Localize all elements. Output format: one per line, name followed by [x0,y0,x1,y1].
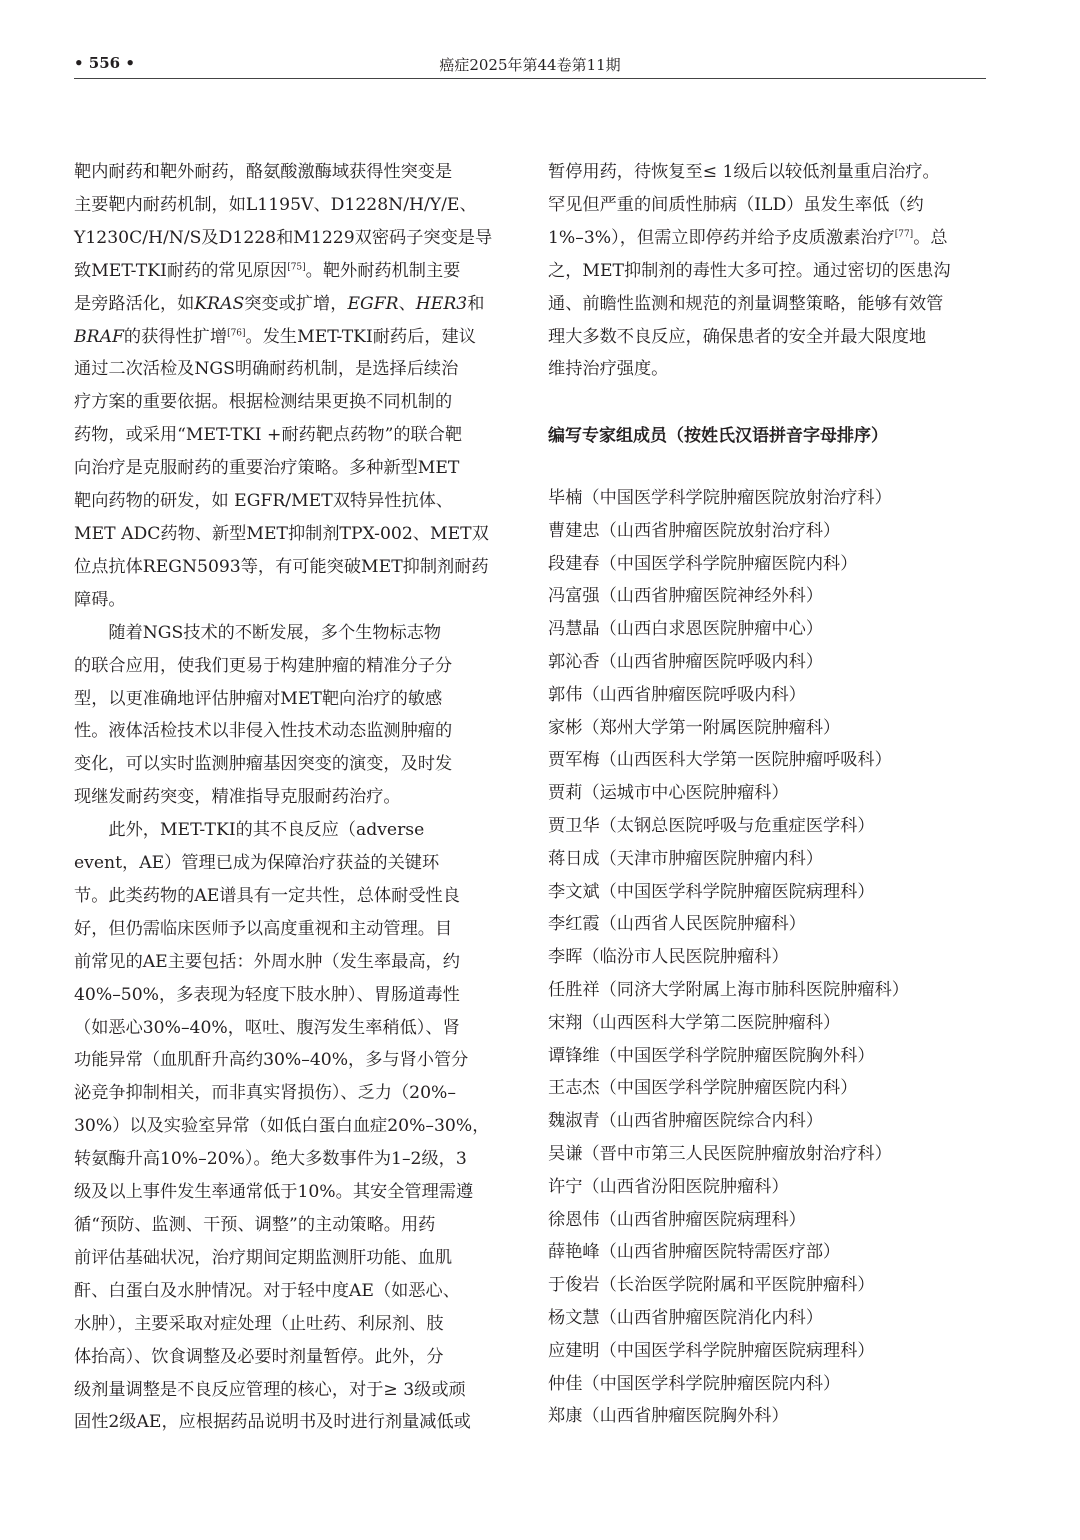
text-span: 的获得性扩增 [123,326,228,347]
list-item: 曹建忠（山西省肿瘤医院放射治疗科） [548,520,841,541]
text-line: 主要靶内耐药机制，如L1195V、D1228N/H/Y/E、 [74,194,477,215]
text-line: 随着NGS技术的不断发展，多个生物标志物 [108,622,442,643]
text-line: Y1230C/H/N/S及D1228和M1229双密码子突变是导 [74,227,493,248]
text-line: 30%）以及实验室异常（如低白蛋白血症20%–30%， [74,1116,490,1137]
list-item: 杨文慧（山西省肿瘤医院消化内科） [548,1307,824,1328]
text-line: 此外，MET-TKI的其不良反应（adverse [108,820,425,841]
paragraph-adverse-events [74,814,512,1439]
list-item: 段建春（中国医学科学院肿瘤医院内科） [548,553,858,574]
list-item: 王志杰（中国医学科学院肿瘤医院内科） [548,1078,858,1099]
text-line: 之，MET抑制剂的毒性大多可控。通过密切的医患沟 [548,260,951,281]
text-line: 泌竞争抑制相关，而非真实肾损伤）、乏力（20%– [74,1083,456,1104]
text-line: 理大多数不良反应，确保患者的安全并最大限度地 [548,326,927,347]
text-line: 功能异常（血肌酐升高约30%–40%，多与肾小管分 [74,1050,469,1071]
text-line: 级及以上事件发生率通常低于10%。其安全管理需遵 [74,1182,474,1203]
list-item: 许宁（山西省汾阳医院肿瘤科） [548,1176,789,1197]
text-line: 转氨酶升高10%–20%）。绝大多数事件为1–2级，3 [74,1149,467,1170]
list-item: 李晖（临汾市人民医院肿瘤科） [548,947,789,968]
text-line: MET ADC药物、新型MET抑制剂TPX-002、MET双 [74,523,489,544]
text-line: 暂停用药，待恢复至≤ 1级后以较低剂量重启治疗。 [548,162,940,182]
list-item: 贾卫华（太钢总医院呼吸与危重症医学科） [548,815,875,836]
text-line: 变化，可以实时监测肿瘤基因突变的演变，及时发 [74,754,453,775]
text-line [548,222,986,255]
text-line: 现继发耐药突变，精准指导克服耐药治疗。 [74,787,401,808]
list-item: 李红霞（山西省人民医院肿瘤科） [548,914,806,935]
text-line: （如恶心30%–40%，呕吐、腹泻发生率稍低）、肾 [74,1017,460,1038]
page-number: • 556 • [74,54,135,72]
text-line: 前常见的AE主要包括：外周水肿（发生率最高，约 [74,951,460,972]
text-span: 是旁路活化，如 [74,293,195,314]
text-line: 靶向药物的研发，如 EGFR/MET双特异性抗体、 [74,491,454,512]
list-item: 家彬（郑州大学第一附属医院肿瘤科） [548,717,841,738]
list-item: 郑康（山西省肿瘤医院胸外科） [548,1406,789,1427]
list-item: 谭锋维（中国医学科学院肿瘤医院胸外科） [548,1045,875,1066]
list-item: 魏淑青（山西省肿瘤医院综合内科） [548,1111,824,1132]
left-column [74,156,512,1439]
list-item: 吴谦（晋中市第三人民医院肿瘤放射治疗科） [548,1143,892,1164]
journal-title: 癌症2025年第44卷第11期 [439,56,621,74]
expert-group-heading: 编写专家组成员（按姓氏汉语拼音字母排序） [548,426,888,446]
text-line: 好，但仍需临床医师予以高度重视和主动管理。目 [74,918,453,939]
text-line: 通、前瞻性监测和规范的剂量调整策略，能够有效管 [548,293,944,314]
text-line: 药物，或采用“MET-TKI +耐药靶点药物”的联合靶 [74,425,463,446]
gene-name: BRAF [74,326,124,347]
expert-list [548,482,986,1433]
gene-name: EGFR [347,293,399,314]
text-line: 的联合应用，使我们更易于构建肿瘤的精准分子分 [74,655,453,676]
text-line: 节。此类药物的AE谱具有一定共性，总体耐受性良 [74,885,460,906]
text-line: 障碍。 [74,589,126,610]
text-line: 酐、白蛋白及水肿情况。对于轻中度AE（如恶心、 [74,1280,460,1301]
text-span: 突变或扩增， [244,293,348,314]
text-span: 。发生MET-TKI耐药后，建议 [245,326,476,347]
text-line: 位点抗体REGN5093等，有可能突破MET抑制剂耐药 [74,556,489,577]
paragraph-resistance [74,156,512,617]
text-line: 体抬高）、饮食调整及必要时剂量暂停。此外，分 [74,1346,444,1367]
text-span: 1%–3%），但需立即停药并给予皮质激素治疗 [548,227,895,248]
text-line: 固性2级AE，应根据药品说明书及时进行剂量减低或 [74,1412,471,1433]
list-item: 薛艳峰（山西省肿瘤医院特需医疗部） [548,1242,841,1263]
list-item: 冯慧晶（山西白求恩医院肿瘤中心） [548,619,824,640]
text-line: 罕见但严重的间质性肺病（ILD）虽发生率低（约 [548,194,924,215]
list-item: 宋翔（山西医科大学第二医院肿瘤科） [548,1012,841,1033]
gene-name: HER3 [415,293,468,314]
list-item: 贾莉（运城市中心医院肿瘤科） [548,783,789,804]
header-rule [74,78,986,79]
citation-ref[interactable]: [76] [227,327,246,338]
running-header [74,52,986,78]
citation-ref[interactable]: [75] [287,261,306,272]
text-line [74,321,512,354]
list-item: 蒋日成（天津市肿瘤医院肿瘤内科） [548,848,824,869]
text-line: 40%–50%，多表现为轻度下肢水肿）、胃肠道毒性 [74,984,460,1005]
text-line: event，AE）管理已成为保障治疗获益的关键环 [74,853,440,874]
gene-name: KRAS [194,293,245,314]
text-line: 通过二次活检及NGS明确耐药机制，是选择后续治 [74,359,459,380]
text-line: 级剂量调整是不良反应管理的核心，对于≥ 3级或顽 [74,1379,466,1400]
list-item: 徐恩伟（山西省肿瘤医院病理科） [548,1209,806,1230]
text-line: 向治疗是克服耐药的重要治疗策略。多种新型MET [74,458,460,479]
paragraph-ae-continued [548,156,986,386]
text-line: 循“预防、监测、干预、调整”的主动策略。用药 [74,1215,436,1235]
text-line: 靶内耐药和靶外耐药，酪氨酸激酶域获得性突变是 [74,162,453,182]
text-line: 型，以更准确地评估肿瘤对MET靶向治疗的敏感 [74,688,443,709]
list-item: 李文斌（中国医学科学院肿瘤医院病理科） [548,881,875,902]
text-line: 水肿），主要采取对症处理（止吐药、利尿剂、肢 [74,1313,444,1334]
list-item: 郭沁香（山西省肿瘤医院呼吸内科） [548,651,824,672]
paragraph-ngs [74,617,512,814]
list-item: 任胜祥（同济大学附属上海市肺科医院肿瘤科） [548,979,909,1000]
citation-ref[interactable]: [77] [894,229,914,240]
list-item: 冯富强（山西省肿瘤医院神经外科） [548,586,824,607]
list-item: 应建明（中国医学科学院肿瘤医院病理科） [548,1340,875,1361]
text-span: 和 [467,293,485,314]
text-line: 前评估基础状况，治疗期间定期监测肝功能、血肌 [74,1247,453,1268]
list-item: 于俊岩（长治医学院附属和平医院肿瘤科） [548,1275,875,1296]
text-span: 致MET-TKI耐药的常见原因 [74,260,288,281]
text-line: 疗方案的重要依据。根据检测结果更换不同机制的 [74,392,453,413]
text-span: 。靶外耐药机制主要 [305,260,461,281]
text-span: 。总 [913,227,948,248]
text-line: 维持治疗强度。 [548,359,669,380]
list-item: 郭伟（山西省肿瘤医院呼吸内科） [548,684,806,705]
text-span: 、 [398,293,416,314]
list-item: 贾军梅（山西医科大学第一医院肿瘤呼吸科） [548,750,892,771]
list-item: 毕楠（中国医学科学院肿瘤医院放射治疗科） [548,488,892,508]
list-item: 仲佳（中国医学科学院肿瘤医院内科） [548,1373,841,1394]
text-line: 性。液体活检技术以非侵入性技术动态监测肿瘤的 [74,721,453,742]
text-line [74,288,512,321]
right-column [548,156,986,386]
text-line [74,255,512,288]
